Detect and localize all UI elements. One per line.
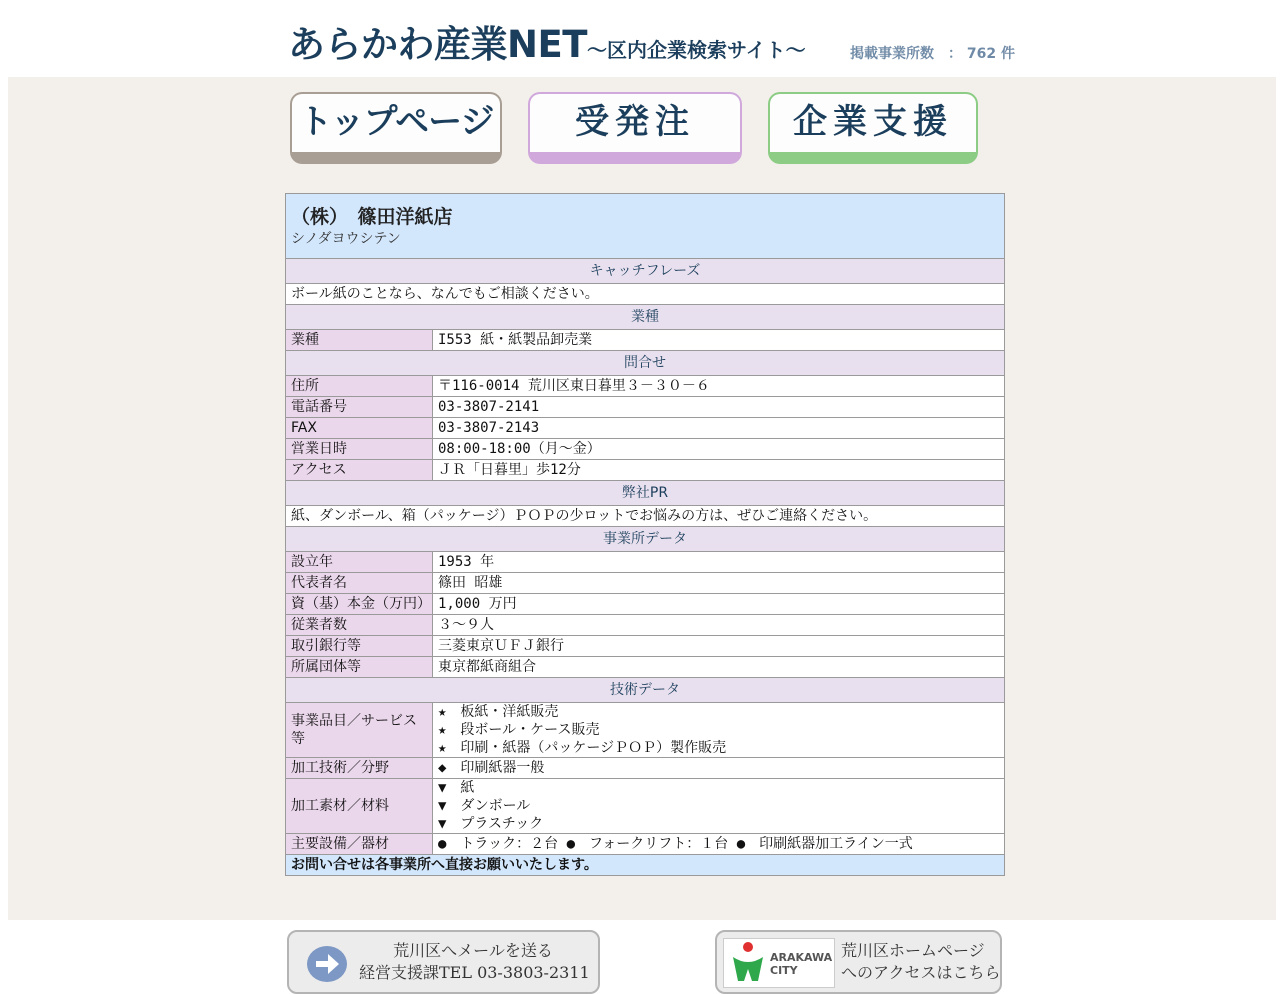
address-value: 〒116-0014 荒川区東日暮里３－３０－６ [433,376,1005,397]
employees-label: 従業者数 [286,615,433,636]
industry-label: 業種 [286,330,433,351]
representative-value: 篠田 昭雄 [433,573,1005,594]
send-mail-line2: 経営支援課TEL 03-3803-2311 [359,963,590,982]
city-homepage-text [841,940,1001,984]
site-title[interactable] [288,22,806,73]
materials-label: 加工素材／材料 [286,779,433,834]
industry-value: I553 紙・紙製品卸売業 [433,330,1005,351]
equipment-value: ● トラック：２台 ● フォークリフト：１台 ● 印刷紙器加工ライン一式 [433,834,1005,855]
arakawa-logo-text [770,951,832,977]
arakawa-city-logo [723,938,835,988]
arrow-right-icon [307,946,347,982]
section-industry: 業種 [286,305,1005,330]
founded-value: 1953 年 [433,552,1005,573]
logo-line2: CITY [770,964,798,977]
site-header [0,0,1284,77]
access-value: ＪＲ「日暮里」歩12分 [433,460,1005,481]
nav-top-page-button[interactable]: トップページ [290,92,502,164]
company-name: （株） 篠田洋紙店 [291,206,453,228]
phone-value: 03-3807-2141 [433,397,1005,418]
company-detail-table [285,193,1005,876]
products-value [433,703,1005,758]
nav-orders-button[interactable]: 受発注 [528,92,742,164]
send-mail-button[interactable] [287,930,600,994]
section-office-data: 事業所データ [286,527,1005,552]
city-homepage-line1: 荒川区ホームページ [841,941,985,960]
logo-line1: ARAKAWA [770,951,833,964]
section-catchphrase: キャッチフレーズ [286,259,1005,284]
address-label: 住所 [286,376,433,397]
arakawa-logo-icon [730,941,768,985]
company-kana: シノダヨウシテン [291,231,401,247]
material-item: ▼ プラスチック [438,816,544,832]
business-hours-label: 営業日時 [286,439,433,460]
site-title-main[interactable]: あらかわ産業NET [288,23,587,66]
site-title-subtitle[interactable]: ～区内企業検索サイト～ [586,38,806,62]
nav-support-button[interactable]: 企業支援 [768,92,978,164]
product-item: ★ 印刷・紙器（パッケージＰＯＰ）製作販売 [438,740,727,756]
pr-text: 紙、ダンボール、箱（パッケージ）ＰＯＰの少ロットでお悩みの方は、ぜひご連絡ください。 [286,506,1005,527]
fax-label: FAX [286,418,433,439]
capital-label: 資（基）本金（万円） [286,594,433,615]
association-label: 所属団体等 [286,657,433,678]
employees-value: ３～９人 [433,615,1005,636]
company-header [286,194,1005,259]
products-label: 事業品目／サービス等 [286,703,433,758]
association-value: 東京都紙商組合 [433,657,1005,678]
bank-value: 三菱東京ＵＦＪ銀行 [433,636,1005,657]
material-item: ▼ ダンボール [438,798,531,814]
catchphrase-text: ボール紙のことなら、なんでもご相談ください。 [286,284,1005,305]
inquiry-note: お問い合せは各事業所へ直接お願いいたします。 [286,855,1005,876]
send-mail-text [359,940,590,984]
product-item: ★ 段ボール・ケース販売 [438,722,600,738]
access-label: アクセス [286,460,433,481]
listing-count [850,43,1015,63]
material-item: ▼ 紙 [438,780,475,796]
listing-count-label: 掲載事業所数 ： [850,46,962,62]
processing-label: 加工技術／分野 [286,758,433,779]
materials-value [433,779,1005,834]
product-item: ★ 板紙・洋紙販売 [438,704,559,720]
business-hours-value: 08:00-18:00（月～金） [433,439,1005,460]
fax-value: 03-3807-2143 [433,418,1005,439]
equipment-label: 主要設備／器材 [286,834,433,855]
phone-label: 電話番号 [286,397,433,418]
section-contact: 問合せ [286,351,1005,376]
city-homepage-line2: へのアクセスはこちら [841,963,1001,982]
capital-value: 1,000 万円 [433,594,1005,615]
founded-label: 設立年 [286,552,433,573]
section-tech-data: 技術データ [286,678,1005,703]
city-homepage-button[interactable] [715,930,1002,994]
send-mail-line1: 荒川区へメールを送る [393,941,553,960]
section-pr: 弊社PR [286,481,1005,506]
bank-label: 取引銀行等 [286,636,433,657]
listing-count-unit: 件 [1000,46,1015,62]
representative-label: 代表者名 [286,573,433,594]
processing-value: ◆ 印刷紙器一般 [433,758,1005,779]
listing-count-value: 762 [966,46,997,62]
